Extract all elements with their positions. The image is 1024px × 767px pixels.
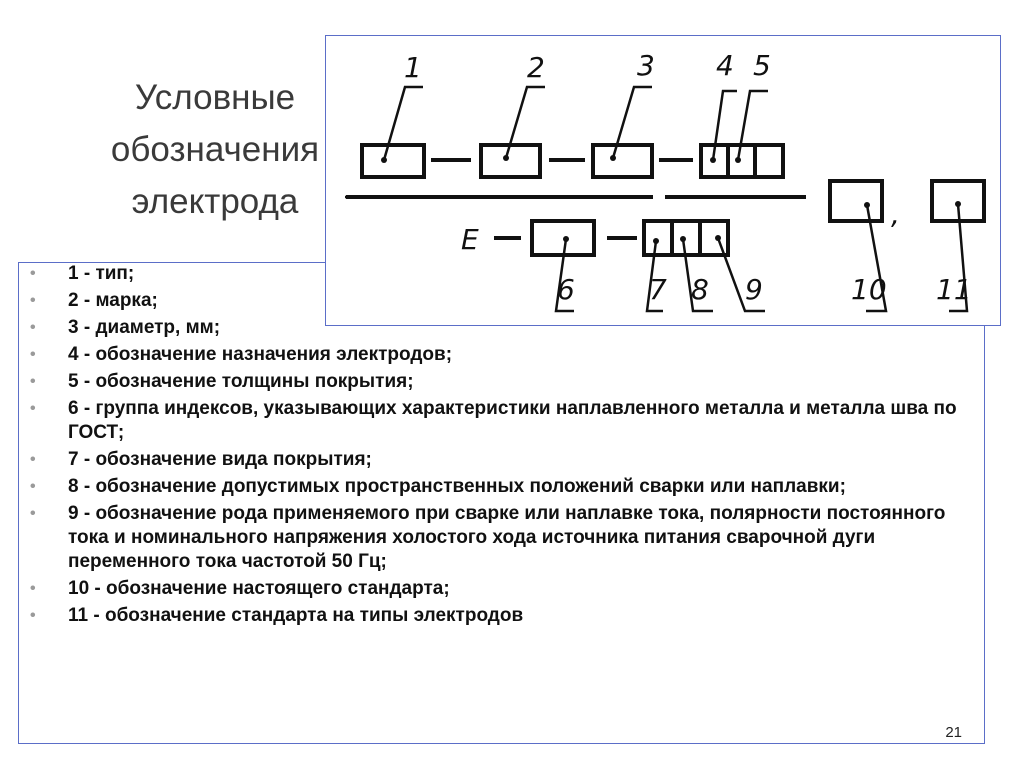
- list-item-text: 1 - тип;: [68, 263, 135, 284]
- list-item-text: 6 - группа индексов, указывающих характеристики наплавленного металла и металла шва по ГОСТ;: [68, 398, 957, 443]
- field-box-2: [481, 145, 540, 177]
- page-number: 21: [945, 724, 962, 741]
- slide-title: Условные обозначения электрода: [110, 78, 320, 221]
- label-9: 9: [745, 273, 763, 306]
- field-box-6: [532, 221, 594, 255]
- list-item-text: 2 - марка;: [68, 290, 158, 311]
- label-1: 1: [404, 51, 422, 84]
- label-2: 2: [527, 51, 545, 84]
- electrode-designation-diagram: [325, 35, 1001, 326]
- bullet-icon: •: [30, 505, 36, 522]
- list-item-text: 4 - обозначение назначения электродов;: [68, 344, 453, 365]
- list-item: [30, 448, 973, 472]
- prefix-e: E: [461, 223, 479, 256]
- label-10: 10: [851, 273, 887, 306]
- list-item: [30, 475, 973, 499]
- list-item: [30, 343, 973, 367]
- list-item: [30, 502, 973, 574]
- diagram-svg: [326, 36, 999, 324]
- label-6: 6: [557, 273, 575, 306]
- label-7: 7: [649, 273, 667, 306]
- list-item: [30, 577, 973, 601]
- list-item-text: 11 - обозначение стандарта на типы электродов: [68, 605, 524, 626]
- list-item: [30, 370, 973, 394]
- field-box-3: [593, 145, 652, 177]
- label-8: 8: [691, 273, 709, 306]
- field-box-1: [362, 145, 424, 177]
- bullet-icon: •: [30, 451, 36, 468]
- bullet-icon: •: [30, 607, 36, 624]
- bullet-icon: •: [30, 478, 36, 495]
- bullet-icon: •: [30, 580, 36, 597]
- bullet-icon: •: [30, 373, 36, 390]
- label-4: 4: [716, 49, 734, 82]
- label-3: 3: [637, 49, 655, 82]
- bullet-icon: •: [30, 400, 36, 417]
- list-item-text: 8 - обозначение допустимых пространственных положений сварки или наплавки;: [68, 476, 846, 497]
- label-5: 5: [753, 49, 771, 82]
- list-item-text: 7 - обозначение вида покрытия;: [68, 449, 372, 470]
- bullet-icon: •: [30, 319, 36, 336]
- list-item-text: 9 - обозначение рода применяемого при сварке или наплавке тока, полярности постоянного тока и номинального напряжения холостого хода источника питания сварочной дуги переменного тока частотой 50 Гц;: [68, 503, 946, 572]
- list-item-text: 3 - диаметр, мм;: [68, 317, 221, 338]
- bullet-icon: •: [30, 346, 36, 363]
- list-item: [30, 397, 973, 445]
- bullet-icon: •: [30, 292, 36, 309]
- list-item-text: 5 - обозначение толщины покрытия;: [68, 371, 414, 392]
- list-item: [30, 604, 973, 628]
- field-box-10: [830, 181, 882, 221]
- label-11: 11: [936, 273, 972, 306]
- bullet-icon: •: [30, 265, 36, 282]
- comma: ,: [891, 198, 900, 231]
- list-item-text: 10 - обозначение настоящего стандарта;: [68, 578, 450, 599]
